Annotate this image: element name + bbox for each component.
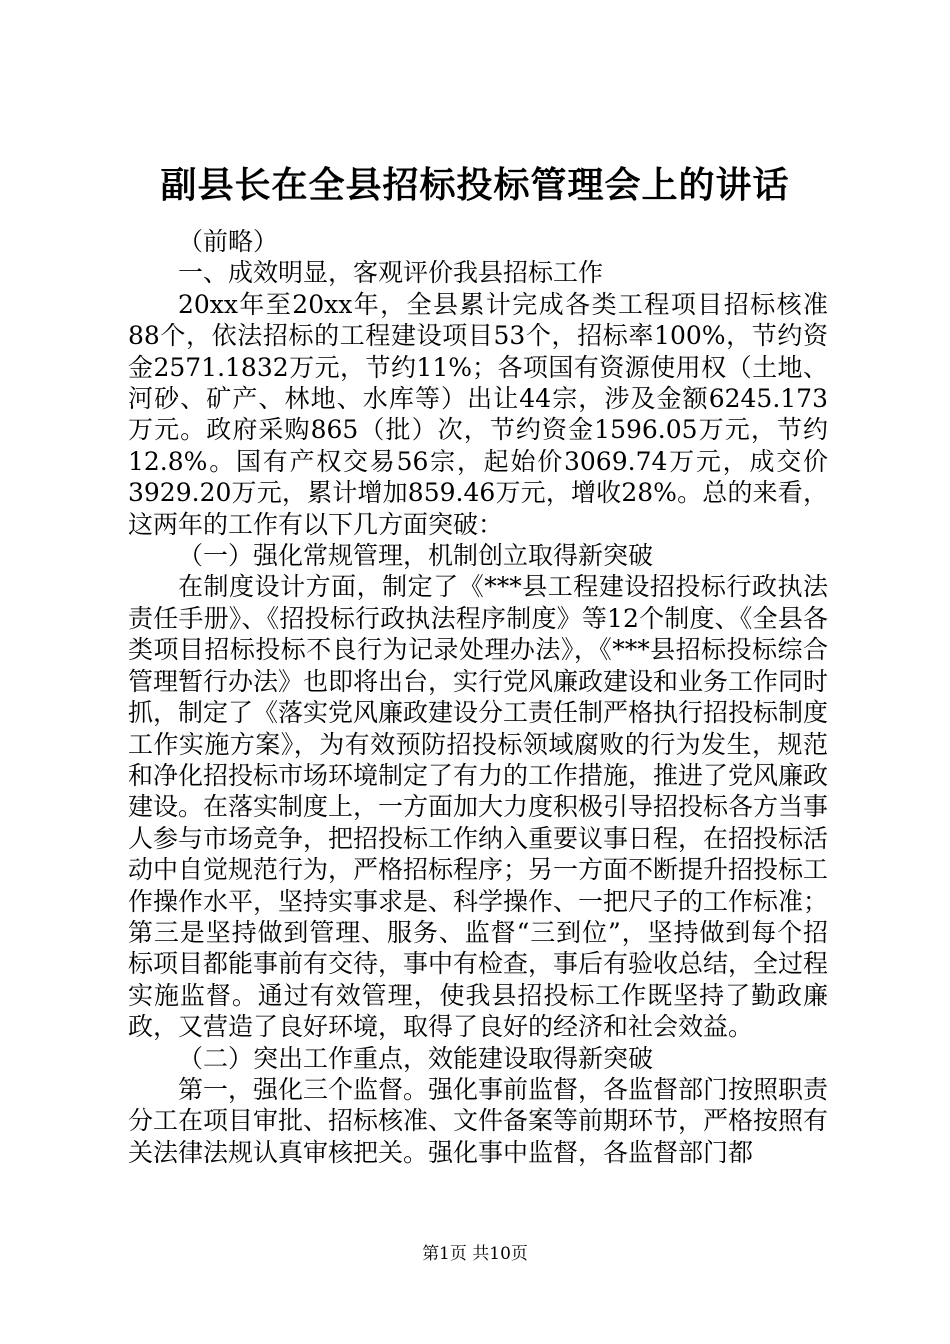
document-body <box>128 226 828 1168</box>
paragraph-supervision: 第一，强化三个监督。强化事前监督，各监督部门按照职责分工在项目审批、招标核准、文件备案等前期环节，严格按照有关法律法规认真审核把关。强化事中监督，各监督部门都 <box>128 1074 829 1167</box>
paragraph-preamble: （前略） <box>178 227 279 256</box>
subsection-heading-1: （一）强化常规管理，机制创立取得新突破 <box>178 541 654 571</box>
page-footer: 第1页 共10页 <box>422 1244 528 1264</box>
paragraph-system-design: 在制度设计方面，制定了《***县工程建设招投标行政执法责任手册》、《招投标行政执法程序制度》等12个制度、《全县各类项目招标投标不良行为记录处理办法》，《***县招标投标综合管理暂行办法》也即将出台，实行党风廉政建设和业务工作同时抓，制定了《落实党风廉政建设分工责任制严格执行招投标制度工作实施方案》，为有效预防招投标领域腐败的行为发生，规范和净化招投标市场环境制定了有力的工作措施，推进了党风廉政建设。在落实制度上，一方面加大力度积极引导招投标各方当事人参与市场竞争，把招投标工作纳入重要议事日程，在招投标活动中自觉规范行为，严格招标程序；另一方面不断提升招投标工作操作水平，坚持实事求是、科学操作、一把尺子的工作标准；第三是坚持做到管理、服务、监督“三到位”，坚持做到每个招标项目都能事前有交待，事中有检查，事后有验收总结，全过程实施监督。通过有效管理，使我县招投标工作既坚持了勤政廉政，又营造了良好环境，取得了良好的经济和社会效益。 <box>128 572 829 1042</box>
subsection-heading-2: （二）突出工作重点，效能建设取得新突破 <box>178 1043 654 1073</box>
document-title: 副县长在全县招标投标管理会上的讲话 <box>160 164 790 206</box>
paragraph-statistics: 20xx年至20xx年，全县累计完成各类工程项目招标核准88个，依法招标的工程建设项目53个，招标率100%，节约资金2571.1832万元，节约11%；各项国有资源使用权（土地、河砂、矿产、林地、水库等）出让44宗，涉及金额6245.173万元。政府采购865（批）次，节约资金1596.05万元，节约12.8%。国有产权交易56宗，起始价3069.74万元，成交价3929.20万元，累计增加859.46万元，增收28%。总的来看，这两年的工作有以下几方面突破： <box>128 289 828 539</box>
section-heading-1: 一、成效明显，客观评价我县招标工作 <box>178 258 604 288</box>
